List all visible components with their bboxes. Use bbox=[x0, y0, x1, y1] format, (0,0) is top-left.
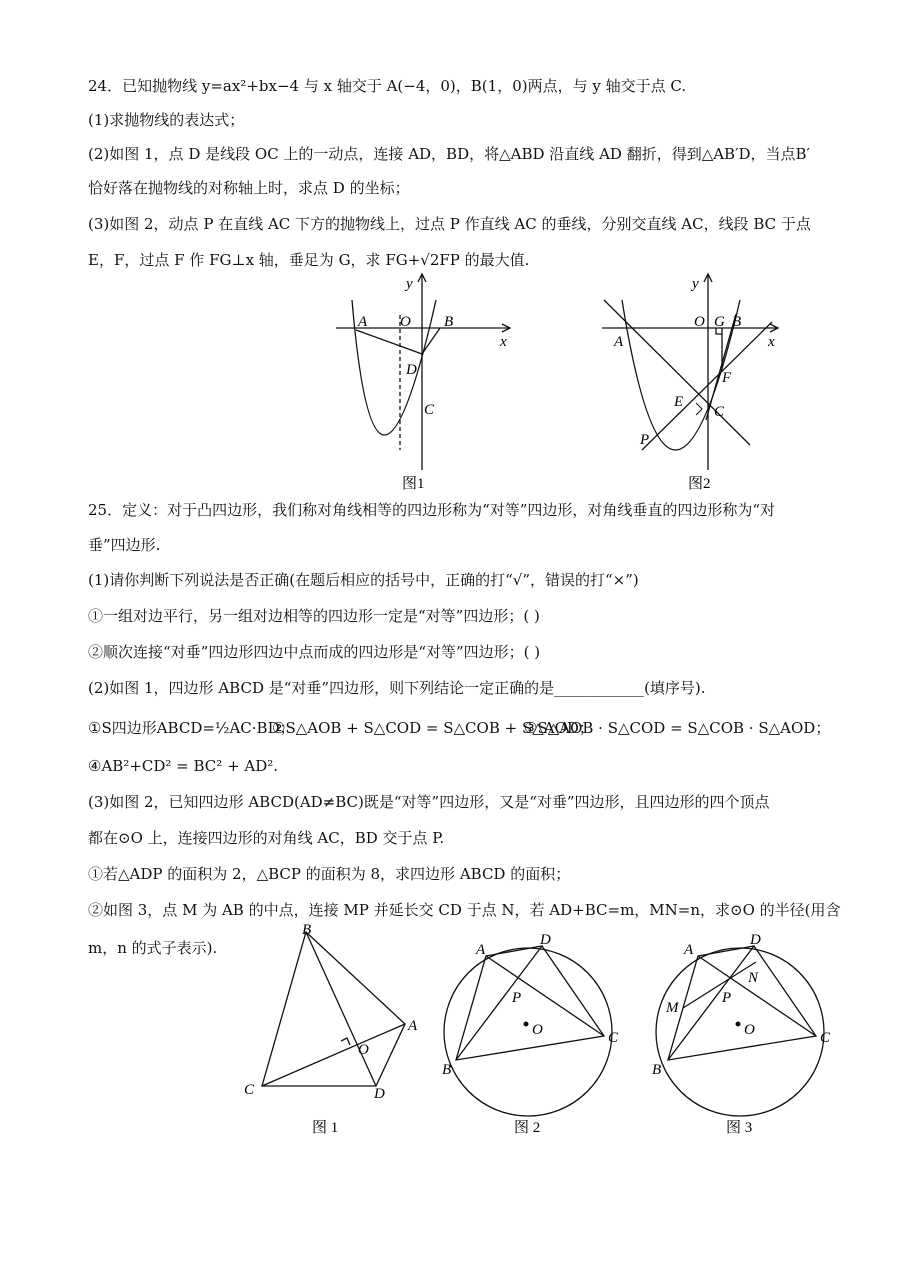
circle-O bbox=[444, 948, 612, 1116]
diagonal-AC bbox=[262, 1024, 405, 1086]
q25-part3-line1: (3)如图 2，已知四边形 ABCD(AD≠BC)既是“对等”四边形，又是“对垂”四边形，且四边形的四个顶点 bbox=[88, 793, 770, 811]
q24-part3-line1: (3)如图 2，动点 P 在直线 AC 下方的抛物线上，过点 P 作直线 AC 的垂线，分别交直线 AC，线段 BC 于点 bbox=[88, 215, 811, 233]
label-C: C bbox=[820, 1030, 831, 1046]
q25-figure-3 bbox=[650, 920, 840, 1145]
label-D: D bbox=[406, 362, 417, 378]
label-C: C bbox=[424, 402, 435, 418]
q25-figure-2 bbox=[438, 920, 628, 1145]
caption-fig2: 图2 bbox=[688, 476, 711, 492]
q25-part1: (1)请你判断下列说法是否正确(在题后相应的括号中，正确的打“√”，错误的打“×”) bbox=[88, 571, 639, 589]
label-O: O bbox=[694, 314, 705, 330]
label-O: O bbox=[532, 1022, 543, 1038]
q25-part3-item2-line1: ②如图 3，点 M 为 AB 的中点，连接 MP 并延长交 CD 于点 N，若 AD+BC=m，MN=n，求⊙O 的半径(用含 bbox=[88, 901, 841, 919]
q25-option1: ①S四边形ABCD=½AC·BD； bbox=[88, 719, 295, 737]
q24-figure-2 bbox=[600, 270, 800, 495]
quadrilateral-ABCD bbox=[262, 932, 405, 1086]
q24-part1: (1)求抛物线的表达式； bbox=[88, 111, 245, 129]
label-x: x bbox=[500, 334, 507, 350]
caption-fig3: 图 3 bbox=[726, 1120, 753, 1136]
label-O: O bbox=[744, 1022, 755, 1038]
label-y: y bbox=[692, 276, 699, 292]
diagonal-BD bbox=[456, 946, 542, 1060]
segment-AD bbox=[356, 330, 422, 354]
label-P: P bbox=[512, 990, 522, 1006]
segment-BD bbox=[422, 328, 440, 354]
label-A: A bbox=[476, 942, 486, 958]
label-A: A bbox=[684, 942, 694, 958]
q25-option2: ②S△AOB + S△COD = S△COB + S△AOD； bbox=[272, 719, 594, 737]
label-D: D bbox=[750, 932, 761, 948]
q25-part3-item2-line2: m，n 的式子表示). bbox=[88, 939, 218, 957]
label-x: x bbox=[768, 334, 775, 350]
q25-option3: ③S△AOB · S△COD = S△COB · S△AOD； bbox=[524, 719, 831, 737]
q24-figure-1 bbox=[330, 270, 530, 495]
q24-stem: 24．已知抛物线 y=ax²+bx−4 与 x 轴交于 A(−4，0)，B(1，0)两点，与 y 轴交于点 C. bbox=[88, 77, 687, 95]
q24-part2-line1: (2)如图 1，点 D 是线段 OC 上的一动点，连接 AD，BD，将△ABD 沿直线 AD 翻折，得到△AB′D，当点B′ bbox=[88, 145, 810, 163]
label-P: P bbox=[722, 990, 732, 1006]
q25-option4: ④AB²+CD² = BC² + AD². bbox=[88, 757, 279, 775]
caption-fig1: 图1 bbox=[402, 476, 425, 492]
label-B: B bbox=[652, 1062, 662, 1078]
q24-part3-line2: E，F，过点 F 作 FG⊥x 轴，垂足为 G，求 FG+√2FP 的最大值. bbox=[88, 251, 530, 269]
label-E: E bbox=[674, 394, 684, 410]
q25-part3-item1: ①若△ADP 的面积为 2，△BCP 的面积为 8，求四边形 ABCD 的面积； bbox=[88, 865, 571, 883]
label-N: N bbox=[748, 970, 759, 986]
q25-part2: (2)如图 1，四边形 ABCD 是“对垂”四边形，则下列结论一定正确的是____________(填序号). bbox=[88, 679, 706, 697]
label-C: C bbox=[608, 1030, 619, 1046]
label-A: A bbox=[408, 1018, 418, 1034]
label-O: O bbox=[358, 1042, 369, 1058]
label-C: C bbox=[244, 1082, 255, 1098]
q25-stem-line2: 垂”四边形. bbox=[88, 536, 161, 554]
caption-fig1: 图 1 bbox=[312, 1120, 339, 1136]
caption-fig2: 图 2 bbox=[514, 1120, 541, 1136]
label-B: B bbox=[732, 314, 742, 330]
q24-part2-line2: 恰好落在抛物线的对称轴上时，求点 D 的坐标； bbox=[88, 179, 410, 197]
q25-stem-line1: 25．定义：对于凸四边形，我们称对角线相等的四边形称为“对等”四边形，对角线垂直的四边形称为“对 bbox=[88, 501, 776, 519]
perpendicular-PE bbox=[642, 322, 772, 450]
label-A: A bbox=[358, 314, 368, 330]
circle-O bbox=[656, 948, 824, 1116]
label-B: B bbox=[444, 314, 454, 330]
diagonal-BD bbox=[668, 946, 754, 1060]
center-point-O bbox=[736, 1022, 741, 1027]
label-G: G bbox=[714, 314, 725, 330]
label-A: A bbox=[614, 334, 624, 350]
label-D: D bbox=[374, 1086, 385, 1102]
q25-part1-item1: ①一组对边平行，另一组对边相等的四边形一定是“对等”四边形；( ) bbox=[88, 607, 540, 625]
label-F: F bbox=[722, 370, 732, 386]
q25-part1-item2: ②顺次连接“对垂”四边形四边中点而成的四边形是“对等”四边形；( ) bbox=[88, 643, 541, 661]
right-angle-E bbox=[696, 403, 702, 415]
q25-part3-line2: 都在⊙O 上，连接四边形的对角线 AC，BD 交于点 P. bbox=[88, 829, 445, 847]
label-C: C bbox=[714, 404, 725, 420]
label-y: y bbox=[406, 276, 413, 292]
label-M: M bbox=[666, 1000, 679, 1016]
label-B: B bbox=[302, 922, 312, 938]
q25-figure-1 bbox=[240, 920, 430, 1145]
right-angle-O bbox=[341, 1038, 350, 1045]
label-D: D bbox=[540, 932, 551, 948]
quadrilateral-ABCD bbox=[456, 946, 604, 1060]
label-P: P bbox=[640, 432, 650, 448]
center-point-O bbox=[524, 1022, 529, 1027]
label-O: O bbox=[400, 314, 411, 330]
label-B: B bbox=[442, 1062, 452, 1078]
